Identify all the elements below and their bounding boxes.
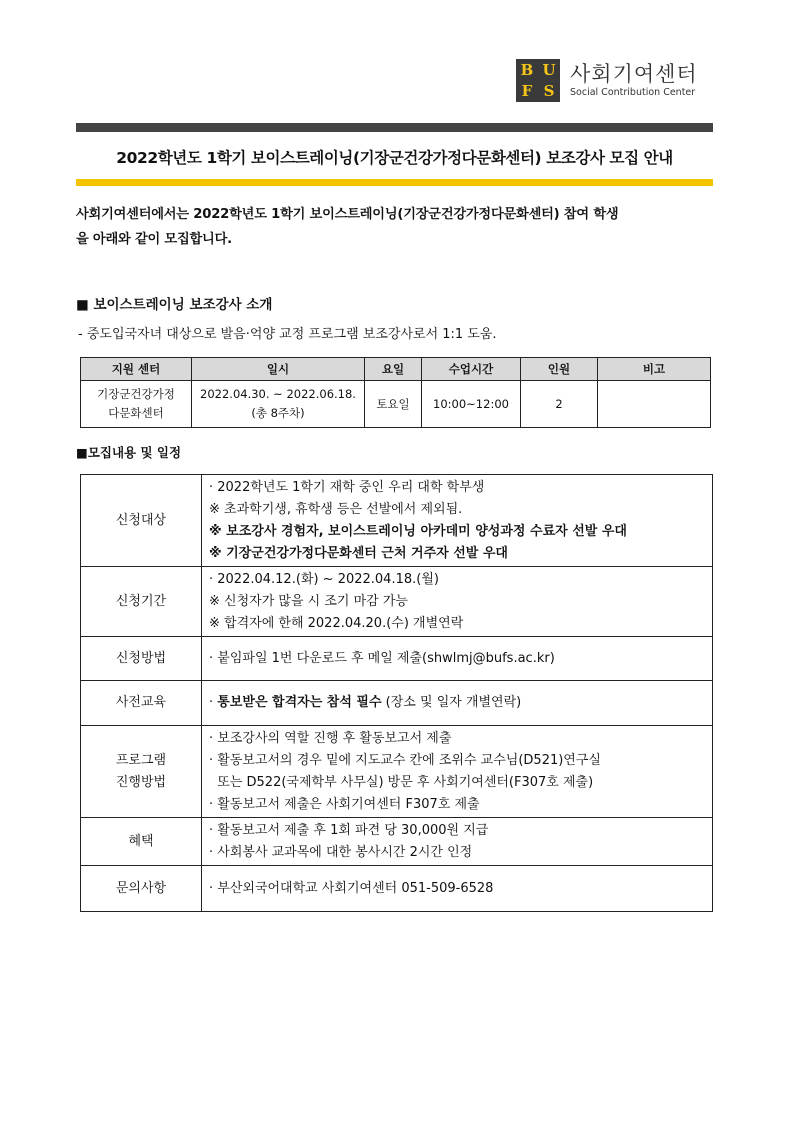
row-label: 혜택	[81, 818, 202, 866]
plain-text: (장소 및 일자 개별연락)	[381, 695, 522, 710]
row-label: 신청대상	[81, 475, 202, 567]
column-header: 일시	[192, 358, 365, 381]
logo-name-korean: 사회기여센터	[570, 61, 698, 86]
row-content	[202, 637, 713, 681]
row-content	[202, 475, 713, 567]
bufs-logo-mark	[516, 59, 560, 102]
row-content	[202, 567, 713, 637]
intro-line: 을 아래와 같이 모집합니다.	[76, 232, 232, 247]
cell-line: 2022.04.30. ~ 2022.06.18.	[200, 387, 356, 401]
content-line: 또는 D522(국제학부 사무실) 방문 후 사회기여센터(F307호 제출)	[209, 774, 594, 790]
logo-letter: B	[520, 60, 534, 79]
row-content	[202, 818, 713, 866]
content-line: · 활동보고서 제출 후 1회 파견 당 30,000원 지급	[209, 822, 489, 838]
logo-letter: U	[542, 60, 556, 79]
column-header: 수업시간	[422, 358, 521, 381]
column-header: 비고	[598, 358, 711, 381]
center-logo	[516, 59, 698, 102]
logo-letter: F	[521, 82, 533, 101]
table-row	[81, 475, 713, 567]
content-line: ※ 신청자가 많을 시 조기 마감 가능	[209, 593, 408, 609]
bullet: ·	[209, 695, 218, 710]
column-header: 지원 센터	[81, 358, 192, 381]
row-label: 문의사항	[81, 866, 202, 912]
section-heading-intro: ■ 보이스트레이닝 보조강사 소개	[76, 297, 273, 313]
table-row	[81, 681, 713, 726]
page-title: 2022학년도 1학기 보이스트레이닝(기장군건강가정다문화센터) 보조강사 모집 안내	[116, 149, 673, 167]
table-row	[81, 726, 713, 818]
content-line: · 활동보고서의 경우 밑에 지도교수 칸에 조위수 교수님(D521)연구실	[209, 752, 601, 768]
logo-letter: S	[543, 82, 555, 101]
content-line: ※ 보조강사 경험자, 보이스트레이닝 아카데미 양성과정 수료자 선발 우대	[209, 523, 627, 539]
content-line: ※ 합격자에 한해 2022.04.20.(수) 개별연락	[209, 615, 464, 631]
section-description: - 중도입국자녀 대상으로 발음·억양 교정 프로그램 보조강사로서 1:1 도움.	[78, 327, 497, 342]
row-content	[202, 681, 713, 726]
date-cell	[192, 381, 365, 428]
column-header: 요일	[365, 358, 422, 381]
content-line: ※ 기장군건강가정다문화센터 근처 거주자 선발 우대	[209, 545, 508, 561]
intro-paragraph	[76, 202, 716, 252]
content-line: · 붙임파일 1번 다운로드 후 메일 제출(shwlmj@bufs.ac.kr)	[209, 650, 555, 666]
content-line: · 2022.04.12.(화) ~ 2022.04.18.(월)	[209, 571, 439, 587]
content-line: · 활동보고서 제출은 사회기여센터 F307호 제출	[209, 796, 480, 812]
header-divider	[76, 123, 713, 132]
content-line	[209, 692, 712, 714]
table-row	[81, 818, 713, 866]
column-header: 인원	[521, 358, 598, 381]
table-row	[81, 381, 711, 428]
row-label: 신청기간	[81, 567, 202, 637]
day-cell: 토요일	[365, 381, 422, 428]
row-label	[81, 726, 202, 818]
count-cell: 2	[521, 381, 598, 428]
label-line: 진행방법	[115, 774, 167, 790]
content-line: ※ 초과학기생, 휴학생 등은 선발에서 제외됨.	[209, 501, 463, 517]
cell-line: (총 8주차)	[251, 406, 305, 420]
table-row	[81, 637, 713, 681]
cell-line: 기장군건강가정	[97, 387, 175, 401]
row-label: 사전교육	[81, 681, 202, 726]
title-underline	[76, 179, 713, 186]
logo-name-english: Social Contribution Center	[570, 86, 696, 98]
row-content	[202, 726, 713, 818]
content-line: · 사회봉사 교과목에 대한 봉사시간 2시간 인정	[209, 844, 473, 860]
table-row	[81, 866, 713, 912]
center-cell	[81, 381, 192, 428]
row-content	[202, 866, 713, 912]
note-cell	[598, 381, 711, 428]
content-line: · 부산외국어대학교 사회기여센터 051-509-6528	[209, 880, 494, 896]
table-header-row	[81, 358, 711, 381]
cell-line: 다문화센터	[108, 406, 164, 420]
recruit-table	[80, 474, 713, 912]
schedule-table	[80, 357, 711, 428]
section-heading-recruit: ■모집내용 및 일정	[76, 445, 182, 460]
row-label: 신청방법	[81, 637, 202, 681]
table-row	[81, 567, 713, 637]
content-line: · 2022학년도 1학기 재학 중인 우리 대학 학부생	[209, 479, 485, 495]
label-line: 프로그램	[115, 752, 167, 768]
content-line: · 보조강사의 역할 진행 후 활동보고서 제출	[209, 730, 452, 746]
time-cell: 10:00~12:00	[422, 381, 521, 428]
intro-line: 사회기여센터에서는 2022학년도 1학기 보이스트레이닝(기장군건강가정다문화센터) 참여 학생	[76, 207, 619, 222]
emphasis-text: 통보받은 합격자는 참석 필수	[217, 695, 382, 710]
